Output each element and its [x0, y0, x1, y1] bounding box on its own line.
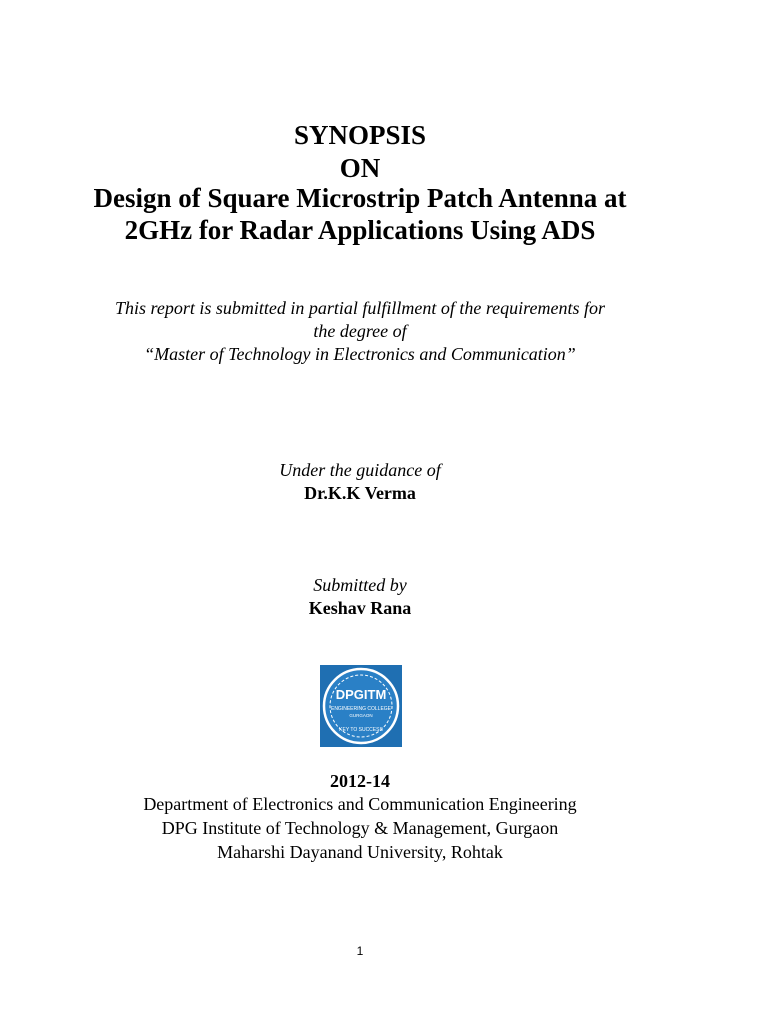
academic-year: 2012-14	[330, 771, 390, 791]
department-name: Department of Electronics and Communication Engineering	[143, 794, 577, 814]
institute-name: DPG Institute of Technology & Management, Gurgaon	[161, 818, 559, 838]
emblem-sub-text-2: GURGAON	[349, 713, 373, 718]
submission-statement-line-1: This report is submitted in partial fulfillment of the requirements for	[115, 298, 605, 318]
emblem-main-text: DPGITM	[335, 687, 387, 702]
page-number: 1	[356, 944, 364, 958]
title-on: ON	[339, 153, 381, 183]
emblem-motto: KEY TO SUCCESS	[339, 727, 383, 733]
emblem-sub-text-1: ENGINEERING COLLEGE	[330, 706, 392, 712]
title-synopsis: SYNOPSIS	[293, 120, 427, 150]
submitted-by-label: Submitted by	[313, 575, 407, 595]
author-name: Keshav Rana	[308, 598, 412, 618]
guidance-label: Under the guidance of	[279, 460, 441, 480]
guide-name: Dr.K.K Verma	[304, 483, 416, 503]
submission-statement-line-2: the degree of	[313, 321, 407, 341]
title-line-2: 2GHz for Radar Applications Using ADS	[124, 215, 596, 245]
university-name: Maharshi Dayanand University, Rohtak	[217, 842, 503, 862]
college-emblem-icon	[320, 665, 402, 747]
title-line-1: Design of Square Microstrip Patch Antenna at	[93, 183, 627, 213]
degree-name: “Master of Technology in Electronics and Communication”	[144, 344, 576, 364]
